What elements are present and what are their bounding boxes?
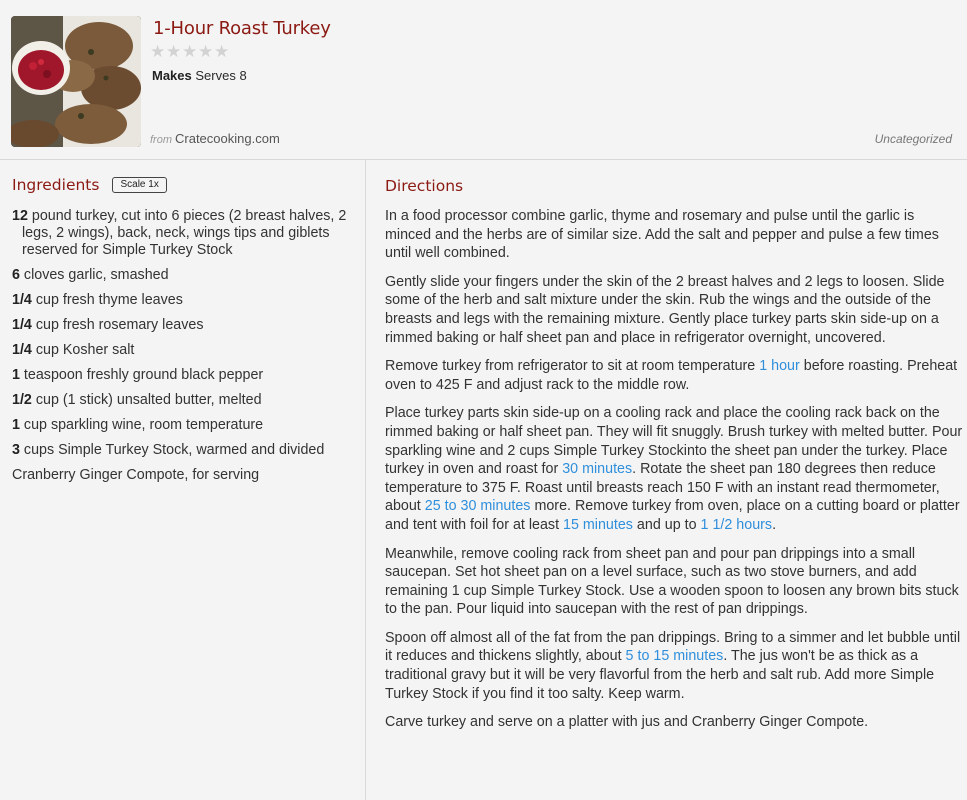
ingredient-text: cup (1 stick) unsalted butter, melted [31, 392, 262, 408]
step-text: Meanwhile, remove cooling rack from sheet pan and pour pan drippings into a small saucepan. Set hot sheet pan on a level surface, such as two stove burners, and add remaining 1 cup Simple Turkey Stock. Use a wooden spoon to loosen any brown bits stuck to the pan. Pour liquid into saucepan with the rest of pan drippings. [385, 545, 959, 618]
ingredient-item [12, 292, 347, 309]
ingredients-panel [0, 160, 366, 800]
ingredient-text: cup fresh thyme leaves [31, 292, 183, 308]
ingredient-quantity: 1/4 [12, 342, 32, 358]
ingredient-text: cups Simple Turkey Stock, warmed and divided [19, 442, 325, 458]
timer-link[interactable]: 1 1/2 hours [700, 516, 773, 533]
step-text: and up to [632, 516, 701, 533]
directions-list [385, 207, 963, 742]
step-text: more. Remove turkey from oven, place on a cutting board or platter and tent with foil for at least [385, 498, 960, 533]
step-text: Remove turkey from refrigerator to sit at room temperature [385, 358, 760, 375]
ingredient-item [12, 367, 347, 384]
recipe-photo[interactable] [11, 16, 141, 147]
timer-link[interactable]: 1 hour [759, 358, 800, 375]
ingredient-item [12, 342, 347, 359]
recipe-source [150, 131, 280, 146]
ingredient-quantity: 1 [12, 417, 20, 433]
direction-step [385, 207, 963, 263]
timer-link[interactable]: 25 to 30 minutes [424, 498, 531, 515]
step-text: Carve turkey and serve on a platter with jus and Cranberry Ginger Compote. [385, 714, 869, 731]
step-text: . The jus won't be as thick as a traditional gravy but it will be very flavorful from the herb and salt rub. Add more Simple Turkey Stock if you find it too salty. Keep warm. [385, 648, 935, 702]
ingredient-text: teaspoon freshly ground black pepper [19, 367, 264, 383]
ingredient-text: cup sparkling wine, room temperature [19, 417, 264, 433]
servings [152, 68, 247, 83]
direction-step [385, 629, 963, 703]
direction-step [385, 404, 963, 534]
ingredient-quantity: 6 [12, 267, 20, 283]
ingredient-item [12, 317, 347, 334]
ingredients-list [12, 208, 347, 492]
timer-link[interactable]: 5 to 15 minutes [625, 648, 724, 665]
directions-panel [366, 160, 967, 800]
ingredient-text: cup fresh rosemary leaves [31, 317, 204, 333]
source-prefix: from [150, 134, 172, 146]
rating-stars[interactable] [150, 42, 230, 62]
timer-link[interactable]: 15 minutes [563, 516, 633, 533]
star-icon[interactable]: ★ [166, 42, 182, 61]
ingredients-header [12, 176, 167, 194]
recipe-title: 1-Hour Roast Turkey [153, 18, 331, 39]
ingredient-item [12, 267, 347, 284]
makes-value: Serves 8 [195, 68, 247, 83]
step-text: . [772, 516, 777, 533]
ingredient-item [12, 442, 347, 459]
ingredient-text: Cranberry Ginger Compote, for serving [12, 467, 260, 483]
ingredient-item [12, 467, 347, 484]
ingredient-quantity: 1/2 [12, 392, 32, 408]
step-text: Place turkey parts skin side-up on a cooling rack and place the cooling rack back on the rimmed baking or half sheet pan. They will fit snuggly. Brush turkey with melted butter. Pour sparkling wine and 2 cups Simple Turkey Stockinto the sheet pan under the turkey. Place turkey in oven and roast for [385, 405, 963, 478]
source-link[interactable]: Cratecooking.com [175, 131, 280, 146]
makes-label: Makes [152, 68, 192, 83]
step-text: Gently slide your fingers under the skin of the 2 breast halves and 2 legs to loosen. Slide some of the herb and salt mixture under the skin. Rub the wings and the outside of the breasts and legs with the remaining mixture. Gently place turkey parts skin side-up on a rimmed baking or half sheet pan and place in refrigerator overnight, uncovered. [385, 273, 945, 346]
ingredient-quantity: 1/4 [12, 292, 32, 308]
ingredient-text: cloves garlic, smashed [19, 267, 169, 283]
star-icon[interactable]: ★ [198, 42, 214, 61]
ingredient-quantity: 1/4 [12, 317, 32, 333]
recipe-category[interactable]: Uncategorized [874, 132, 952, 146]
step-text: In a food processor combine garlic, thyme and rosemary and pulse until the garlic is minced and the herbs are of similar size. Add the salt and pepper and pulse a few times until well combined. [385, 208, 939, 262]
ingredient-quantity: 1 [12, 367, 20, 383]
ingredient-text: pound turkey, cut into 6 pieces (2 breast halves, 2 legs, 2 wings), back, neck, wings tips and giblets reserved for Simple Turkey Stock [22, 208, 347, 258]
direction-step [385, 713, 963, 732]
ingredient-text: cup Kosher salt [31, 342, 135, 358]
star-icon[interactable]: ★ [182, 42, 198, 61]
ingredient-item [12, 208, 347, 259]
step-text: . Rotate the sheet pan 180 degrees then reduce temperature to 375 F. Roast until breasts reach 150 F with an instant read thermometer, about [385, 461, 940, 515]
scale-button[interactable]: Scale 1x [112, 177, 166, 193]
direction-step [385, 357, 963, 394]
direction-step [385, 545, 963, 619]
star-icon[interactable]: ★ [214, 42, 230, 61]
ingredient-item [12, 392, 347, 409]
timer-link[interactable]: 30 minutes [562, 461, 633, 478]
step-text: Spoon off almost all of the fat from the pan drippings. Bring to a simmer and let bubble until it reduces and thickens slightly, about [385, 629, 961, 665]
ingredient-quantity: 12 [12, 208, 28, 224]
directions-heading: Directions [385, 177, 464, 195]
direction-step [385, 273, 963, 347]
recipe-header [0, 0, 967, 160]
ingredients-heading: Ingredients [12, 176, 100, 194]
ingredient-item [12, 417, 347, 434]
ingredient-quantity: 3 [12, 442, 20, 458]
step-text: before roasting. Preheat oven to 425 F and adjust rack to the middle row. [385, 358, 958, 393]
star-icon[interactable]: ★ [150, 42, 166, 61]
recipe-photo-image [11, 16, 141, 147]
